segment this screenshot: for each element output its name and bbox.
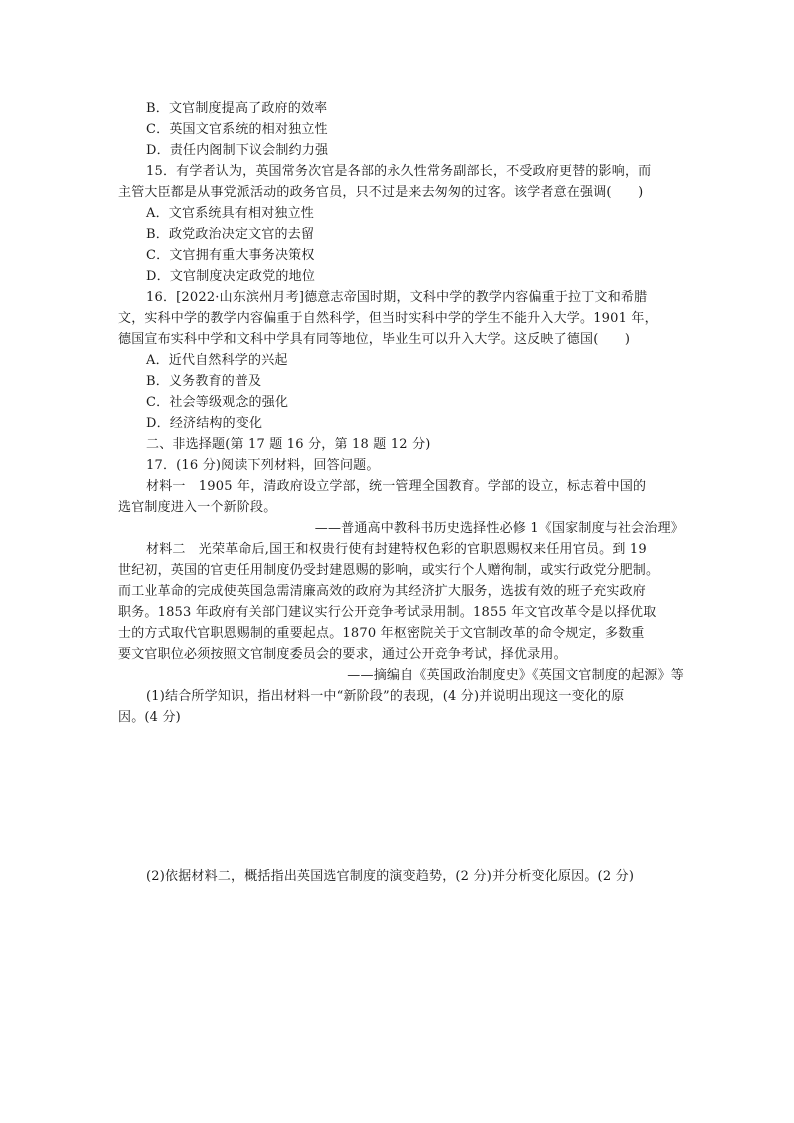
q17-material2-line4: 职务。1853 年政府有关部门建议实行公开竞争考试录用制。1855 年文官改革令是以择优取 xyxy=(118,605,657,620)
q17-material2-source: ——摘编自《英国政治制度史》《英国文官制度的起源》等 xyxy=(347,668,684,683)
prev-option-c: C．英国文官系统的相对独立性 xyxy=(146,122,328,137)
q15-stem-line2: 主管大臣都是从事党派活动的政务官员，只不过是来去匆匆的过客。该学者意在强调( ) xyxy=(118,185,644,200)
q15-stem-line1: 15．有学者认为，英国常务次官是各部的永久性常务副部长，不受政府更替的影响，而 xyxy=(146,164,652,179)
q16-option-b: B．义务教育的普及 xyxy=(146,374,262,389)
q17-material2-line2: 世纪初，英国的官吏任用制度仍受封建恩赐的影响，或实行个人赠徇制，或实行政党分肥制。 xyxy=(118,563,660,578)
q17-intro: 17．(16 分)阅读下列材料，回答问题。 xyxy=(146,458,380,473)
q16-option-d: D．经济结构的变化 xyxy=(146,416,263,431)
q15-option-c: C．文官拥有重大事务决策权 xyxy=(146,248,315,263)
q16-stem-line3: 德国宣布实科中学和文科中学具有同等地位，毕业生可以升入大学。这反映了德国( ) xyxy=(118,332,631,347)
q17-material1-source: ——普通高中教科书历史选择性必修 1《国家制度与社会治理》 xyxy=(314,521,684,536)
section2-heading: 二、非选择题(第 17 题 16 分，第 18 题 12 分) xyxy=(146,437,431,452)
q15-option-a: A．文官系统具有相对独立性 xyxy=(146,206,314,221)
q17-material1-line2: 选官制度进入一个新阶段。 xyxy=(118,500,277,515)
q17-material2-line3: 而工业革命的完成使英国急需清廉高效的政府为其经济扩大服务，选拔有效的班子充实政府 xyxy=(118,584,647,599)
q16-option-a: A．近代自然科学的兴起 xyxy=(146,353,288,368)
prev-option-d: D．责任内阁制下议会制约力强 xyxy=(146,143,329,158)
q17-material2-line6: 要文官职位必须按照文官制度委员会的要求，通过公开竞争考试，择优录用。 xyxy=(118,647,567,662)
q17-material2-line5: 士的方式取代官职恩赐制的重要起点。1870 年枢密院关于文官制改革的命令规定，多数重 xyxy=(118,626,645,641)
q16-stem-line1: 16．[2022·山东滨州月考]德意志帝国时期，文科中学的教学内容偏重于拉丁文和希腊 xyxy=(146,290,648,305)
q17-sub2: (2)依据材料二，概括指出英国选官制度的演变趋势，(2 分)并分析变化原因。(2 分) xyxy=(146,869,635,884)
prev-option-b: B．文官制度提高了政府的效率 xyxy=(146,101,328,116)
q15-option-b: B．政党政治决定文官的去留 xyxy=(146,227,315,242)
q17-sub1-line1: (1)结合所学知识，指出材料一中“新阶段”的表现，(4 分)并说明出现这一变化的原 xyxy=(146,689,625,704)
q15-option-d: D．文官制度决定政党的地位 xyxy=(146,269,316,284)
q17-material2-line1: 材料二 光荣革命后,国王和权贵行使有封建特权色彩的官职恩赐权来任用官员。到 19 xyxy=(146,542,647,557)
q16-option-c: C．社会等级观念的强化 xyxy=(146,395,289,410)
q17-sub1-line2: 因。(4 分) xyxy=(118,710,181,725)
q17-material1-line1: 材料一 1905 年，清政府设立学部，统一管理全国教育。学部的设立，标志着中国的 xyxy=(146,479,647,494)
q16-stem-line2: 文，实科中学的教学内容偏重于自然科学，但当时实科中学的学生不能升入大学。1901 年， xyxy=(118,311,658,326)
